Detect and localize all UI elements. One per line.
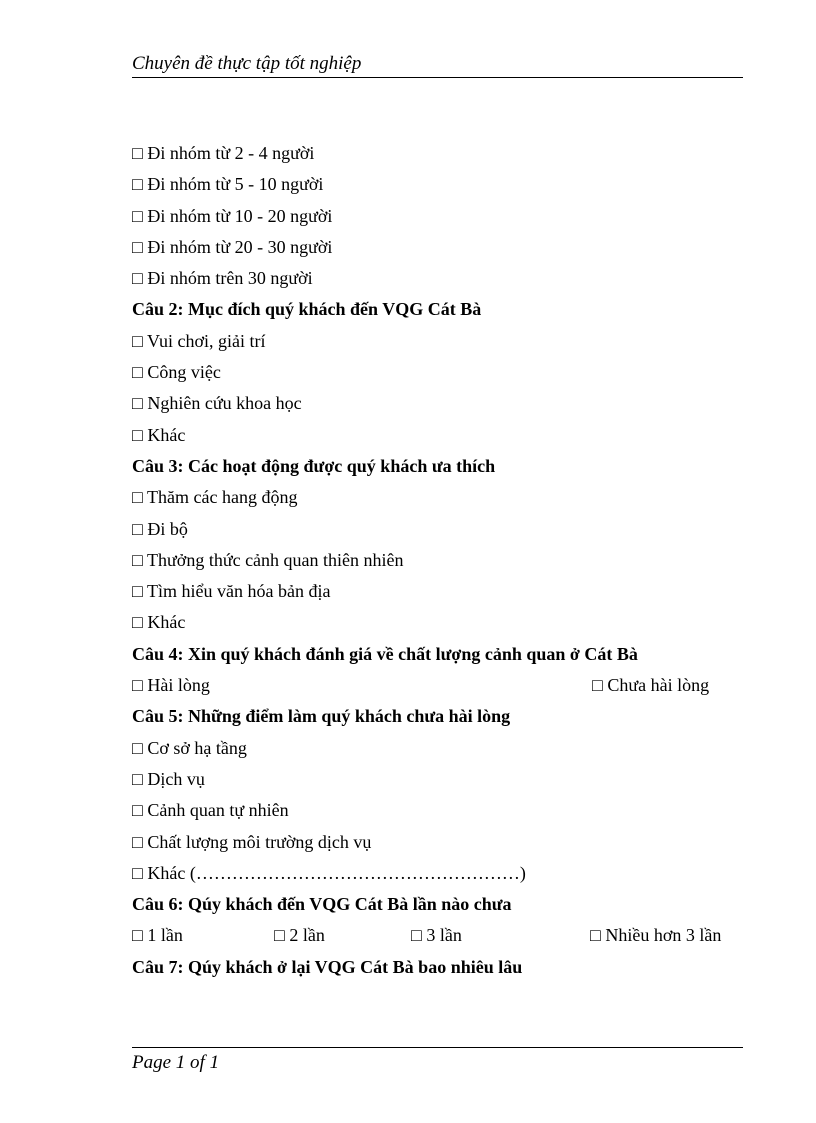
question-6: Câu 6: Qúy khách đến VQG Cát Bà lần nào chưa: [132, 894, 512, 915]
q5-option-3: □ Cảnh quan tự nhiên: [132, 800, 289, 821]
q6-option-4: □ Nhiều hơn 3 lần: [590, 925, 722, 946]
page-header: [132, 52, 743, 78]
q4-option-1: □ Hài lòng: [132, 675, 210, 696]
question-2: Câu 2: Mục đích quý khách đến VQG Cát Bà: [132, 299, 482, 320]
question-5: Câu 5: Những điểm làm quý khách chưa hài lòng: [132, 706, 511, 727]
q6-option-1: □ 1 lần: [132, 925, 183, 946]
survey-content: [132, 138, 752, 983]
option-group-10-20: □ Đi nhóm từ 10 - 20 người: [132, 205, 333, 226]
q2-option-1: □ Vui chơi, giải trí: [132, 330, 266, 351]
q4-options-row: [132, 670, 752, 701]
q5-option-5: □ Khác (………………………………………………): [132, 862, 526, 883]
q3-option-5: □ Khác: [132, 612, 186, 633]
q5-option-4: □ Chất lượng môi trường dịch vụ: [132, 831, 372, 852]
option-group-20-30: □ Đi nhóm từ 20 - 30 người: [132, 236, 333, 257]
q3-option-2: □ Đi bộ: [132, 518, 188, 539]
question-4: Câu 4: Xin quý khách đánh giá về chất lượng cảnh quan ở Cát Bà: [132, 643, 638, 664]
page-footer: [132, 1047, 743, 1075]
option-group-2-4: □ Đi nhóm từ 2 - 4 người: [132, 143, 315, 163]
q6-option-3: □ 3 lần: [411, 925, 462, 946]
q4-option-2: □ Chưa hài lòng: [592, 675, 710, 696]
q5-option-1: □ Cơ sở hạ tầng: [132, 737, 247, 758]
question-7: Câu 7: Qúy khách ở lại VQG Cát Bà bao nhiêu lâu: [132, 956, 523, 977]
question-3: Câu 3: Các hoạt động được quý khách ưa thích: [132, 455, 496, 476]
page-number: Page 1 of 1: [132, 1052, 220, 1073]
option-group-5-10: □ Đi nhóm từ 5 - 10 người: [132, 174, 324, 195]
q3-option-4: □ Tìm hiểu văn hóa bản địa: [132, 581, 331, 602]
q5-option-2: □ Dịch vụ: [132, 768, 205, 789]
q6-options-row: [132, 920, 752, 951]
option-group-over-30: □ Đi nhóm trên 30 người: [132, 268, 313, 289]
q3-option-3: □ Thưởng thức cảnh quan thiên nhiên: [132, 549, 404, 570]
q3-option-1: □ Thăm các hang động: [132, 487, 298, 508]
header-title: Chuyên đề thực tập tốt nghiệp: [132, 53, 362, 74]
q2-option-4: □ Khác: [132, 424, 186, 445]
q2-option-2: □ Công việc: [132, 362, 221, 383]
q6-option-2: □ 2 lần: [274, 925, 325, 946]
q2-option-3: □ Nghiên cứu khoa học: [132, 393, 302, 414]
